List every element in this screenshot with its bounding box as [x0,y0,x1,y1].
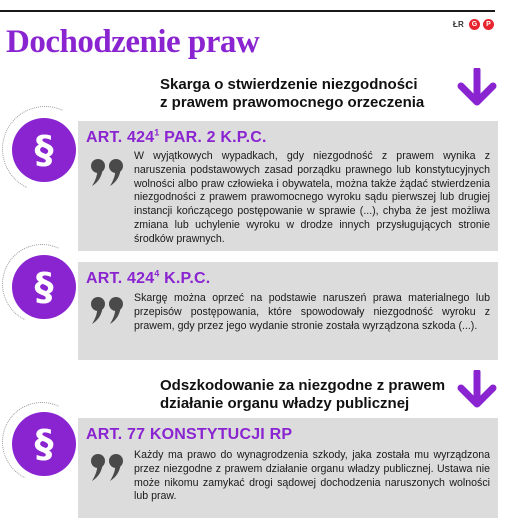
article-heading-1 [86,129,267,147]
article-heading-2-main: ART. 424 [86,270,155,287]
article-heading-2 [86,270,210,288]
section-heading-2-line2: działanie organu władzy publicznej [160,395,410,412]
quote-icon [88,158,128,188]
arrow-down-icon [455,370,499,410]
top-rule [0,10,495,12]
paragraph-icon: § [12,255,76,319]
brand-gp-logo-2: P [483,19,494,30]
quote-icon [88,296,128,326]
article-heading-1-rest: PAR. 2 K.P.C. [159,129,267,146]
section-heading-2-line1: Odszkodowanie za niezgodne z prawem [160,377,446,394]
brand-logo [453,19,494,30]
article-text-2: Skargę można oprzeć na podstawie naruszeń prawa materialnego lub przepisów postępowania, które spowodowały niezgodność wyroku z prawem, gdy przez jego wydanie stronie została wyrządzona szkoda (...). [134,292,490,332]
article-heading-1-main: ART. 424 [86,129,155,146]
article-heading-2-rest: K.P.C. [159,270,211,287]
article-heading-2-sup: 4 [154,268,160,279]
brand-lr-label: ŁR [452,20,464,29]
section-heading-1 [160,76,424,112]
article-text-1: W wyjątkowych wypadkach, gdy niezgodność z prawem wynika z naruszenia podstawowych zasad porządku prawnego lub konstytucyjnych wolności albo praw człowieka i obywatela, można także żądać stwierdzenia niezgodności z prawem prawomocnego wyroku sądu pierwszej lub drugiej instancji kończącego postępowanie w sprawie (...), chyba że jest możliwa zmiana lub uchylenie wyroku w drodze innych przysługujących stronie środków prawnych. [134,150,490,245]
section-heading-1-line2: z prawem prawomocnego orzeczenia [160,94,425,111]
section-heading-2 [160,377,445,413]
article-heading-3 [86,426,292,444]
article-heading-1-sup: 1 [154,127,160,138]
paragraph-icon: § [12,118,76,182]
arrow-down-icon [455,68,499,108]
page-title: Dochodzenie praw [6,24,260,60]
article-text-3: Każdy ma prawo do wynagrodzenia szkody, jaka została mu wyrządzona przez niezgodne z prawem działanie organu władzy publicznej. Ustawa nie może nikomu zamykać drogi sądowej dochodzenia naruszonych wolności lub praw. [134,449,490,503]
quote-icon [88,453,128,483]
article-heading-3-main: ART. 77 KONSTYTUCJI RP [86,426,293,443]
paragraph-icon: § [12,412,76,476]
section-heading-1-line1: Skarga o stwierdzenie niezgodności [160,76,418,93]
brand-gp-logo: G [469,19,480,30]
